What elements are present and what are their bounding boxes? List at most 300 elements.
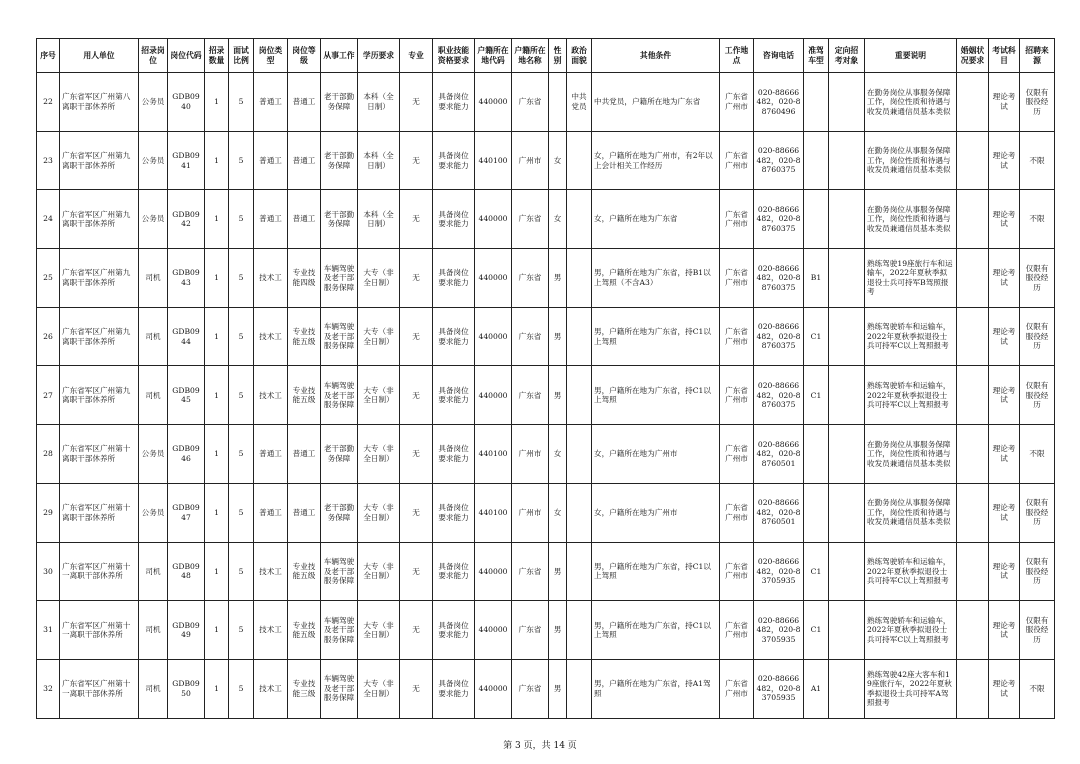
table-row xyxy=(37,483,1055,542)
table-cell: 具备岗位要求能力 xyxy=(433,542,475,601)
column-header: 面试比例 xyxy=(229,39,254,73)
column-header: 重要说明 xyxy=(865,39,957,73)
table-cell: 普通工 xyxy=(254,190,288,249)
column-header: 招录数量 xyxy=(205,39,229,73)
column-header: 婚姻状况要求 xyxy=(957,39,989,73)
table-cell: 广州市 xyxy=(512,425,549,484)
table-cell: 男 xyxy=(549,542,567,601)
table-cell: 普通工 xyxy=(254,73,288,132)
table-cell: 男 xyxy=(549,249,567,308)
table-cell: 中共党员 xyxy=(567,73,592,132)
table-cell: 无 xyxy=(400,425,433,484)
table-cell xyxy=(567,131,592,190)
table-cell: 理论考试 xyxy=(989,483,1020,542)
table-cell: 无 xyxy=(400,190,433,249)
table-cell: 广东省军区广州第十离职干部休养所 xyxy=(60,425,139,484)
table-cell: C1 xyxy=(804,307,829,366)
table-cell: 技术工 xyxy=(254,601,288,660)
table-cell: 广东省军区广州第十离职干部休养所 xyxy=(60,483,139,542)
table-cell: 22 xyxy=(37,73,60,132)
table-cell xyxy=(567,249,592,308)
table-cell xyxy=(567,425,592,484)
table-cell: 女 xyxy=(549,425,567,484)
column-header: 性别 xyxy=(549,39,567,73)
table-cell: 普通工 xyxy=(288,483,321,542)
table-cell: GDB0945 xyxy=(168,366,205,425)
table-cell: 在勤务岗位从事服务保障工作，岗位性质和待遇与收发员兼通信员基本类似 xyxy=(865,425,957,484)
table-cell: 32 xyxy=(37,659,60,718)
table-cell: 具备岗位要求能力 xyxy=(433,307,475,366)
table-cell: A1 xyxy=(804,659,829,718)
column-header: 职业技能资格要求 xyxy=(433,39,475,73)
table-cell: 技术工 xyxy=(254,659,288,718)
table-cell: 大专（非全日制） xyxy=(358,659,400,718)
table-cell: 广东省广州市 xyxy=(720,366,754,425)
table-cell: 专业技能三级 xyxy=(288,659,321,718)
table-cell: C1 xyxy=(804,366,829,425)
table-cell: 司机 xyxy=(139,542,168,601)
table-cell xyxy=(829,190,865,249)
table-cell: 广东省军区广州第十一离职干部休养所 xyxy=(60,601,139,660)
table-cell xyxy=(567,601,592,660)
table-cell: 公务员 xyxy=(139,425,168,484)
table-cell: 广州市 xyxy=(512,131,549,190)
table-cell: 广东省军区广州第九离职干部休养所 xyxy=(60,190,139,249)
table-cell: 中共党员，户籍所在地为广东省 xyxy=(592,73,720,132)
table-row xyxy=(37,366,1055,425)
table-cell xyxy=(957,307,989,366)
table-cell: 具备岗位要求能力 xyxy=(433,425,475,484)
table-cell: 男，户籍所在地为广东省，持C1以上驾照 xyxy=(592,307,720,366)
table-cell xyxy=(567,366,592,425)
table-cell: 无 xyxy=(400,483,433,542)
table-cell: 理论考试 xyxy=(989,425,1020,484)
table-cell: 020-88666482，020-88760375 xyxy=(754,307,804,366)
table-cell: 无 xyxy=(400,249,433,308)
column-header: 准驾车型 xyxy=(804,39,829,73)
table-cell: 广东省军区广州第十一离职干部休养所 xyxy=(60,542,139,601)
column-header: 学历要求 xyxy=(358,39,400,73)
table-cell: 理论考试 xyxy=(989,190,1020,249)
table-cell: 大专（非全日制） xyxy=(358,601,400,660)
table-cell xyxy=(804,73,829,132)
table-cell: 1 xyxy=(205,601,229,660)
table-cell: GDB0947 xyxy=(168,483,205,542)
table-cell: 28 xyxy=(37,425,60,484)
table-cell: 广东省广州市 xyxy=(720,131,754,190)
table-cell: 在勤务岗位从事服务保障工作，岗位性质和待遇与收发员兼通信员基本类似 xyxy=(865,73,957,132)
column-header: 其他条件 xyxy=(592,39,720,73)
table-cell: 020-88666482，020-83705935 xyxy=(754,601,804,660)
table-cell: 男 xyxy=(549,601,567,660)
column-header: 岗位等级 xyxy=(288,39,321,73)
table-cell: 不限 xyxy=(1020,425,1055,484)
table-cell: 在勤务岗位从事服务保障工作，岗位性质和待遇与收发员兼通信员基本类似 xyxy=(865,190,957,249)
table-cell: 5 xyxy=(229,249,254,308)
table-cell: 020-88666482，020-88760375 xyxy=(754,131,804,190)
table-cell: 仅限有服役经历 xyxy=(1020,366,1055,425)
table-cell: 公务员 xyxy=(139,190,168,249)
table-cell xyxy=(957,601,989,660)
table-cell: 大专（非全日制） xyxy=(358,249,400,308)
table-cell: 大专（非全日制） xyxy=(358,307,400,366)
table-cell: 广东省 xyxy=(512,659,549,718)
table-cell: 仅限有服役经历 xyxy=(1020,307,1055,366)
column-header: 咨询电话 xyxy=(754,39,804,73)
table-cell: 熟练驾驶轿车和运输车，2022年夏秋季拟退役士兵可持军C以上驾照报考 xyxy=(865,307,957,366)
table-cell xyxy=(957,366,989,425)
table-cell: 广东省广州市 xyxy=(720,307,754,366)
column-header: 户籍所在地名称 xyxy=(512,39,549,73)
table-cell: 无 xyxy=(400,131,433,190)
table-cell: 具备岗位要求能力 xyxy=(433,483,475,542)
table-body xyxy=(37,73,1055,719)
table-cell: 广东省 xyxy=(512,542,549,601)
table-cell: 020-88666482，020-88760501 xyxy=(754,425,804,484)
table-row xyxy=(37,307,1055,366)
table-cell: 5 xyxy=(229,131,254,190)
table-cell: 普通工 xyxy=(288,131,321,190)
table-cell: 5 xyxy=(229,601,254,660)
table-cell: 1 xyxy=(205,131,229,190)
table-cell: 理论考试 xyxy=(989,601,1020,660)
table-cell: 不限 xyxy=(1020,131,1055,190)
table-cell: 仅限有服役经历 xyxy=(1020,73,1055,132)
table-cell: 29 xyxy=(37,483,60,542)
table-cell: 司机 xyxy=(139,659,168,718)
table-cell: 广东省广州市 xyxy=(720,249,754,308)
table-cell: 普通工 xyxy=(288,425,321,484)
column-header: 专业 xyxy=(400,39,433,73)
table-cell: 广东省广州市 xyxy=(720,190,754,249)
table-cell xyxy=(567,307,592,366)
table-cell: 5 xyxy=(229,73,254,132)
recruitment-table xyxy=(36,38,1055,719)
table-cell: 1 xyxy=(205,483,229,542)
table-cell: 女，户籍所在地为广州市 xyxy=(592,483,720,542)
column-header: 考试科目 xyxy=(989,39,1020,73)
table-cell xyxy=(829,307,865,366)
table-cell: 男，户籍所在地为广东省，持C1以上驾照 xyxy=(592,601,720,660)
table-cell: GDB0944 xyxy=(168,307,205,366)
table-cell: 车辆驾驶及老干部服务保障 xyxy=(321,601,358,660)
table-cell: 司机 xyxy=(139,249,168,308)
table-cell: 广东省广州市 xyxy=(720,483,754,542)
table-cell: 公务员 xyxy=(139,131,168,190)
table-cell: 广东省军区广州第九离职干部休养所 xyxy=(60,131,139,190)
table-cell: GDB0943 xyxy=(168,249,205,308)
table-cell: 1 xyxy=(205,73,229,132)
table-cell xyxy=(567,190,592,249)
table-cell: 男 xyxy=(549,366,567,425)
table-cell: 具备岗位要求能力 xyxy=(433,601,475,660)
table-cell: 司机 xyxy=(139,366,168,425)
table-cell: 1 xyxy=(205,542,229,601)
table-cell: 熟练驾驶19座旅行车和运输车，2022年夏秋季拟退役士兵可持军B驾照报考 xyxy=(865,249,957,308)
table-cell xyxy=(957,190,989,249)
table-cell: 女 xyxy=(549,190,567,249)
table-cell: 普通工 xyxy=(254,483,288,542)
table-cell: 技术工 xyxy=(254,249,288,308)
column-header: 招聘来源 xyxy=(1020,39,1055,73)
table-cell: 车辆驾驶及老干部服务保障 xyxy=(321,249,358,308)
table-cell: 5 xyxy=(229,542,254,601)
table-cell: 专业技能五级 xyxy=(288,366,321,425)
table-cell: 专业技能五级 xyxy=(288,542,321,601)
table-cell: 老干部勤务保障 xyxy=(321,483,358,542)
column-header: 序号 xyxy=(37,39,60,73)
table-cell: 普通工 xyxy=(254,425,288,484)
table-cell: 理论考试 xyxy=(989,542,1020,601)
table-cell: 广东省军区广州第八离职干部休养所 xyxy=(60,73,139,132)
table-cell: 专业技能四级 xyxy=(288,249,321,308)
table-cell: 广东省广州市 xyxy=(720,601,754,660)
table-cell: 440000 xyxy=(475,307,512,366)
table-cell: GDB0946 xyxy=(168,425,205,484)
table-cell: GDB0949 xyxy=(168,601,205,660)
table-cell: 广东省 xyxy=(512,190,549,249)
table-cell: 男 xyxy=(549,307,567,366)
table-cell: 技术工 xyxy=(254,307,288,366)
table-cell: 仅限有服役经历 xyxy=(1020,601,1055,660)
column-header: 户籍所在地代码 xyxy=(475,39,512,73)
table-cell: 具备岗位要求能力 xyxy=(433,131,475,190)
table-cell: 普通工 xyxy=(288,190,321,249)
table-cell: 440000 xyxy=(475,190,512,249)
table-cell: 440100 xyxy=(475,425,512,484)
table-cell: 27 xyxy=(37,366,60,425)
table-cell: 仅限有服役经历 xyxy=(1020,542,1055,601)
table-cell: 技术工 xyxy=(254,542,288,601)
table-cell: 440100 xyxy=(475,483,512,542)
table-cell xyxy=(957,542,989,601)
column-header: 招录岗位 xyxy=(139,39,168,73)
table-cell: 5 xyxy=(229,366,254,425)
table-cell xyxy=(957,131,989,190)
table-cell: 男，户籍所在地为广东省，持A1驾照 xyxy=(592,659,720,718)
table-row xyxy=(37,249,1055,308)
table-cell: 广东省广州市 xyxy=(720,542,754,601)
column-header: 从事工作 xyxy=(321,39,358,73)
table-cell: 无 xyxy=(400,659,433,718)
table-cell: 熟练驾驶42座大客车和19座旅行车，2022年夏秋季拟退役士兵可持军A驾照报考 xyxy=(865,659,957,718)
table-cell: 440000 xyxy=(475,73,512,132)
table-cell: 020-88666482，020-83705935 xyxy=(754,542,804,601)
table-cell: 广东省 xyxy=(512,73,549,132)
table-cell: 普通工 xyxy=(254,131,288,190)
table-cell: 在勤务岗位从事服务保障工作，岗位性质和待遇与收发员兼通信员基本类似 xyxy=(865,131,957,190)
table-cell: 1 xyxy=(205,366,229,425)
table-cell: 理论考试 xyxy=(989,366,1020,425)
column-header: 用人单位 xyxy=(60,39,139,73)
table-cell xyxy=(957,249,989,308)
table-cell: 26 xyxy=(37,307,60,366)
table-cell: 仅限有服役经历 xyxy=(1020,249,1055,308)
table-cell: 广东省军区广州第九离职干部休养所 xyxy=(60,249,139,308)
table-cell xyxy=(567,483,592,542)
table-cell: 无 xyxy=(400,366,433,425)
table-cell: 熟练驾驶轿车和运输车，2022年夏秋季拟退役士兵可持军C以上驾照报考 xyxy=(865,366,957,425)
table-header-row xyxy=(37,39,1055,73)
table-cell: 男，户籍所在地为广东省，持C1以上驾照 xyxy=(592,542,720,601)
table-cell: 老干部勤务保障 xyxy=(321,131,358,190)
table-cell: 不限 xyxy=(1020,190,1055,249)
table-cell xyxy=(804,190,829,249)
table-cell: 车辆驾驶及老干部服务保障 xyxy=(321,307,358,366)
table-cell: 本科（全日制） xyxy=(358,73,400,132)
table-cell: 理论考试 xyxy=(989,659,1020,718)
table-cell: 专业技能五级 xyxy=(288,601,321,660)
table-row xyxy=(37,131,1055,190)
table-cell: GDB0948 xyxy=(168,542,205,601)
table-cell: 理论考试 xyxy=(989,131,1020,190)
table-cell: 1 xyxy=(205,659,229,718)
table-cell xyxy=(957,659,989,718)
table-cell: C1 xyxy=(804,542,829,601)
table-cell: 女，户籍所在地为广州市，有2年以上会计相关工作经历 xyxy=(592,131,720,190)
table-cell: 广东省 xyxy=(512,307,549,366)
table-cell: 女 xyxy=(549,131,567,190)
table-cell: 具备岗位要求能力 xyxy=(433,659,475,718)
table-cell xyxy=(829,249,865,308)
table-cell xyxy=(957,425,989,484)
table-cell: 车辆驾驶及老干部服务保障 xyxy=(321,542,358,601)
column-header: 岗位类型 xyxy=(254,39,288,73)
table-cell: 广东省广州市 xyxy=(720,425,754,484)
table-cell: C1 xyxy=(804,601,829,660)
table-cell: 5 xyxy=(229,659,254,718)
table-cell: 广东省 xyxy=(512,366,549,425)
table-cell: 理论考试 xyxy=(989,307,1020,366)
table-cell: 广东省广州市 xyxy=(720,659,754,718)
table-cell xyxy=(829,483,865,542)
table-cell: 熟练驾驶轿车和运输车，2022年夏秋季拟退役士兵可持军C以上驾照报考 xyxy=(865,542,957,601)
table-cell: 司机 xyxy=(139,307,168,366)
table-cell: 1 xyxy=(205,249,229,308)
table-cell xyxy=(957,73,989,132)
table-cell xyxy=(829,366,865,425)
column-header: 政治面貌 xyxy=(567,39,592,73)
table-cell: 440000 xyxy=(475,659,512,718)
table-cell: 熟练驾驶轿车和运输车，2022年夏秋季拟退役士兵可持军C以上驾照报考 xyxy=(865,601,957,660)
table-row xyxy=(37,190,1055,249)
table-cell: 020-88666482，020-83705935 xyxy=(754,659,804,718)
table-cell: 无 xyxy=(400,542,433,601)
table-cell: 5 xyxy=(229,190,254,249)
table-row xyxy=(37,601,1055,660)
table-cell xyxy=(567,659,592,718)
table-cell: 5 xyxy=(229,425,254,484)
table-cell: 31 xyxy=(37,601,60,660)
table-cell xyxy=(829,131,865,190)
table-cell: 广东省军区广州第九离职干部休养所 xyxy=(60,366,139,425)
table-cell: 020-88666482，020-88760375 xyxy=(754,366,804,425)
table-cell xyxy=(829,601,865,660)
table-cell: 本科（全日制） xyxy=(358,190,400,249)
table-cell: 440100 xyxy=(475,131,512,190)
table-cell: 020-88666482，020-88760375 xyxy=(754,190,804,249)
table-cell: 老干部勤务保障 xyxy=(321,73,358,132)
table-row xyxy=(37,73,1055,132)
table-cell: 广东省广州市 xyxy=(720,73,754,132)
table-cell: 24 xyxy=(37,190,60,249)
table-cell: 老干部勤务保障 xyxy=(321,190,358,249)
table-cell: 本科（全日制） xyxy=(358,131,400,190)
table-cell: 仅限有服役经历 xyxy=(1020,483,1055,542)
table-cell: 440000 xyxy=(475,249,512,308)
table-cell: 广东省 xyxy=(512,249,549,308)
table-cell: 广东省 xyxy=(512,601,549,660)
table-cell: 技术工 xyxy=(254,366,288,425)
column-header: 岗位代码 xyxy=(168,39,205,73)
table-cell xyxy=(829,659,865,718)
table-cell xyxy=(829,542,865,601)
table-cell: 理论考试 xyxy=(989,249,1020,308)
table-cell: 1 xyxy=(205,190,229,249)
table-cell: 女，户籍所在地为广东省 xyxy=(592,190,720,249)
table-cell: 大专（非全日制） xyxy=(358,425,400,484)
table-cell: B1 xyxy=(804,249,829,308)
table-cell: 1 xyxy=(205,307,229,366)
table-cell: 大专（非全日制） xyxy=(358,542,400,601)
table-row xyxy=(37,425,1055,484)
table-cell: 大专（非全日制） xyxy=(358,366,400,425)
table-cell: 老干部勤务保障 xyxy=(321,425,358,484)
table-cell: 具备岗位要求能力 xyxy=(433,366,475,425)
table-cell: 020-88666482，020-88760375 xyxy=(754,249,804,308)
table-row xyxy=(37,659,1055,718)
column-header: 定向招考对象 xyxy=(829,39,865,73)
table-cell: 无 xyxy=(400,601,433,660)
table-cell: 大专（非全日制） xyxy=(358,483,400,542)
table-cell: GDB0942 xyxy=(168,190,205,249)
table-cell: 广东省军区广州第九离职干部休养所 xyxy=(60,307,139,366)
table-cell xyxy=(804,425,829,484)
table-cell xyxy=(804,483,829,542)
table-cell: 男，户籍所在地为广东省，持C1以上驾照 xyxy=(592,366,720,425)
table-cell: 具备岗位要求能力 xyxy=(433,190,475,249)
table-cell xyxy=(829,73,865,132)
table-row xyxy=(37,542,1055,601)
table-cell: 23 xyxy=(37,131,60,190)
table-cell: 广州市 xyxy=(512,483,549,542)
table-cell: 5 xyxy=(229,307,254,366)
table-cell: 男 xyxy=(549,659,567,718)
table-cell: 理论考试 xyxy=(989,73,1020,132)
table-cell: 无 xyxy=(400,307,433,366)
table-cell: 具备岗位要求能力 xyxy=(433,73,475,132)
table-cell: 440000 xyxy=(475,542,512,601)
table-cell: 无 xyxy=(400,73,433,132)
table-cell xyxy=(549,73,567,132)
table-cell xyxy=(829,425,865,484)
table-cell: 公务员 xyxy=(139,73,168,132)
table-cell xyxy=(957,483,989,542)
table-cell: 020-88666482，020-88760496 xyxy=(754,73,804,132)
table-cell: 440000 xyxy=(475,601,512,660)
table-cell: 男，户籍所在地为广东省，持B1以上驾照（不含A3） xyxy=(592,249,720,308)
table-cell: 不限 xyxy=(1020,659,1055,718)
table-cell xyxy=(804,131,829,190)
page-footer: 第 3 页，共 14 页 xyxy=(503,741,577,751)
table-cell: 25 xyxy=(37,249,60,308)
table-cell: 女 xyxy=(549,483,567,542)
column-header: 工作地点 xyxy=(720,39,754,73)
table-cell: 30 xyxy=(37,542,60,601)
table-cell: 女，户籍所在地为广州市 xyxy=(592,425,720,484)
table-cell: 公务员 xyxy=(139,483,168,542)
table-cell: 在勤务岗位从事服务保障工作，岗位性质和待遇与收发员兼通信员基本类似 xyxy=(865,483,957,542)
